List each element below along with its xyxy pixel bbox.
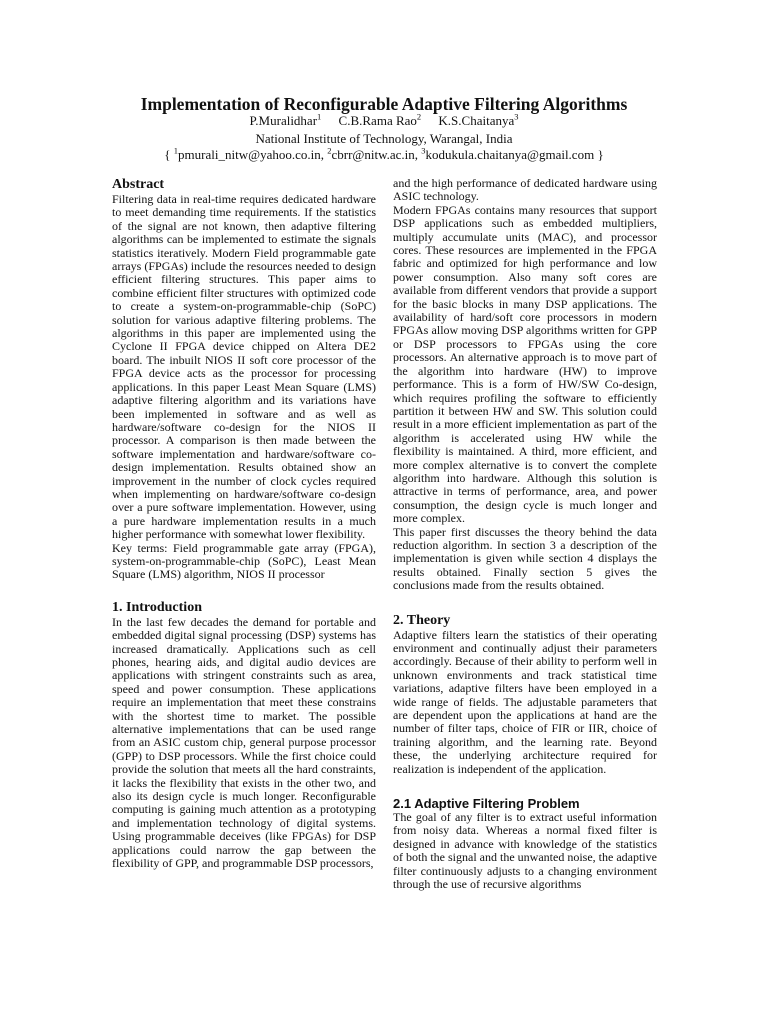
author-3 — [438, 113, 518, 128]
email-3: kodukula.chaitanya@gmail.com — [425, 147, 595, 162]
email-1: pmurali_nitw@yahoo.co.in, — [178, 147, 328, 162]
paper-title: Implementation of Reconfigurable Adaptive Filtering Algorithms — [140, 94, 628, 114]
author-2 — [339, 113, 422, 128]
author-1 — [250, 113, 322, 128]
email-brace-open: { — [164, 147, 174, 162]
adaptive-problem-heading: 2.1 Adaptive Filtering Problem — [393, 796, 580, 812]
introduction-continuation: and the high performance of dedicated hardware using ASIC technology. — [393, 176, 657, 204]
theory-heading: 2. Theory — [393, 612, 451, 628]
email-brace-close: } — [594, 147, 604, 162]
introduction-body: In the last few decades the demand for portable and embedded digital signal processing (DSP) systems has increased dramatically. Applications such as cell phones, hearing aids, and digital audio devices are applications with stringent constraints such as area, speed and power consumption. These applications require an implementation that meet these constrains with the shortest time to market. The possible alternative implementations that can be used range from an ASIC custom chip, general purpose processor (GPP) to DSP processors. While the first choice could provide the solution that meets all the hard constraints, it lacks the flexibility that exists in the other two, and also its design cycle is much longer. Reconfigurable computing is gaining much attention as a prototyping and implementation technology of digital systems. Using programmable deceives (like FPGAs) for DSP applications could narrow the gap between the flexibility of GPP, and programmable DSP processors, — [112, 614, 376, 871]
author-affil-mark: 2 — [416, 111, 422, 122]
email-mark: 2 — [327, 145, 332, 156]
theory-body: Adaptive filters learn the statistics of their operating environment and continually adjust their parameters accordingly. Because of their ability to perform well in unknown environments and track statistical time variations, adaptive filters have been employed in a wide range of fields. The adjustable parameters that are dependent upon the applications at hand are the number of filter taps, choice of FIR or IIR, choice of training algorithm, and the learning rate. Beyond these, the underlying architecture required for realization is independent of the application. — [393, 627, 657, 776]
author-name: K.S.Chaitanya — [438, 113, 515, 128]
email-list — [0, 146, 768, 163]
introduction-heading: 1. Introduction — [112, 599, 202, 615]
introduction-para-2: Modern FPGAs contains many resources that support DSP applications such as embedded multipliers, multiply accumulate units (MAC), and processor cores. These resources are implemented in the FPGA fabric and optimized for high performance and low power consumption. Also many soft cores are available from different vendors that provide a support for the basic blocks in many DSP applications. The availability of hard/soft core processors in modern FPGAs allow moving DSP algorithms written for GPP or DSP processors to FPGAs using the core processors. An alternative approach is to move part of the algorithm into hardware (HW) to improve performance. This is a form of HW/SW Co-design, which requires profiling the software to efficiently partition it between HW and SW. This solution could result in a more efficient implementation as part of the algorithm is accelerated using HW while the flexibility is maintained. A third, more efficient, and more complex alternative is to convert the complete algorithm into hardware. Although this solution is attractive in terms of performance, area, and power consumption, the design cycle is much longer and more complex. — [393, 202, 657, 526]
affiliation: National Institute of Technology, Warangal, India — [255, 131, 513, 146]
author-affil-mark: 3 — [514, 111, 519, 122]
left-column — [112, 177, 376, 871]
author-name: P.Muralidhar — [249, 113, 318, 128]
email-mark: 3 — [421, 145, 426, 156]
keywords: Key terms: Field programmable gate array (FPGA), system-on-programmable-chip (SoPC), Least Mean Square (LMS) algorithm, NIOS II processor — [112, 540, 376, 582]
author-name: C.B.Rama Rao — [338, 113, 417, 128]
introduction-para-3: This paper first discusses the theory behind the data reduction algorithm. In section 3 a description of the implementation is given while section 4 displays the results obtained. Finally section 5 gives the conclusions made from the results obtained. — [393, 524, 657, 593]
abstract-body: Filtering data in real-time requires dedicated hardware to meet demanding time requirements. If the statistics of the signal are not known, then adaptive filtering algorithms can be implemented to estimate the signals statistics iteratively. Modern Field programmable gate arrays (FPGAs) include the resources needed to design efficient filtering structures. This paper aims to combine efficient filter structures with optimized code to create a system-on-programmable-chip (SoPC) solution for various adaptive filtering problems. The algorithms in this paper are implemented using the Cyclone II FPGA device chipped on Altera DE2 board. The inbuilt NIOS II soft core processor of the FPGA device acts as the processor for processing applications. In this paper Least Mean Square (LMS) adaptive filtering algorithm and its variations have been implemented in software and as well as hardware/software co-design for the NIOS II processor. A comparison is then made between the software implementation and hardware/software co-design implementation. Results obtained show an improvement in the number of clock cycles required when implementing on hardware/software co-design over a pure software implementation. However, using a pure hardware implementation results in a much higher performance with somewhat lower flexibility. — [112, 192, 376, 542]
abstract-heading: Abstract — [112, 177, 165, 192]
email-mark: 1 — [173, 145, 179, 156]
author-affil-mark: 1 — [317, 111, 322, 122]
author-list — [0, 112, 768, 129]
email-2: cbrr@nitw.ac.in, — [331, 147, 422, 162]
right-column — [393, 177, 657, 892]
adaptive-problem-body: The goal of any filter is to extract useful information from noisy data. Whereas a normal fixed filter is designed in advance with knowledge of the statistics of both the signal and the unwanted noise, the adaptive filter continuously adjusts to a changing environment through the use of recursive algorithms — [393, 810, 657, 892]
